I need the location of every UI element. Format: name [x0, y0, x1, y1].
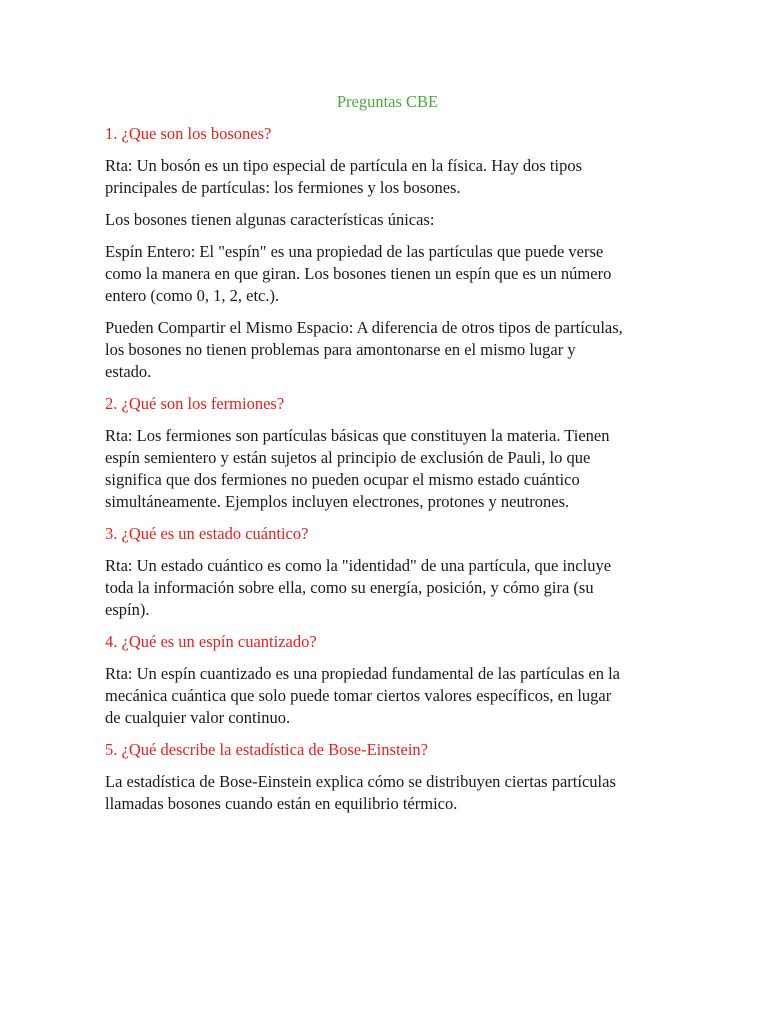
paragraph-line: como la manera en que giran. Los bosones tienen un espín que es un número [105, 264, 612, 283]
paragraph-7 [105, 663, 670, 729]
question-heading-1: 1. ¿Que son los bosones? [105, 124, 272, 143]
question-heading-5: 5. ¿Qué describe la estadística de Bose-Einstein? [105, 740, 429, 759]
paragraph-8 [105, 771, 670, 815]
question-heading-2: 2. ¿Qué son los fermiones? [105, 394, 285, 413]
paragraph-line: llamadas bosones cuando están en equilibrio térmico. [105, 794, 458, 813]
paragraph-line: Pueden Compartir el Mismo Espacio: A diferencia de otros tipos de partículas, [105, 318, 623, 337]
question-heading-3: 3. ¿Qué es un estado cuántico? [105, 524, 309, 543]
paragraph-line: Rta: Un estado cuántico es como la "identidad" de una partícula, que incluye [105, 556, 612, 575]
document-content [105, 91, 670, 825]
paragraph-line: Rta: Los fermiones son partículas básicas que constituyen la materia. Tienen [105, 426, 610, 445]
paragraph-line: simultáneamente. Ejemplos incluyen electrones, protones y neutrones. [105, 492, 570, 511]
paragraph-line: La estadística de Bose-Einstein explica cómo se distribuyen ciertas partículas [105, 772, 616, 791]
paragraph-line: los bosones no tienen problemas para amontonarse en el mismo lugar y [105, 340, 576, 359]
paragraph-line: de cualquier valor continuo. [105, 708, 291, 727]
paragraph-line: principales de partículas: los fermiones y los bosones. [105, 178, 461, 197]
paragraph-3 [105, 241, 670, 307]
document-body [105, 123, 670, 815]
paragraph-6 [105, 555, 670, 621]
document-title: Preguntas CBE [336, 92, 439, 111]
paragraph-1 [105, 155, 670, 199]
paragraph-line: toda la información sobre ella, como su energía, posición, y cómo gira (su [105, 578, 594, 597]
paragraph-line: estado. [105, 362, 152, 381]
question-heading-4: 4. ¿Qué es un espín cuantizado? [105, 632, 317, 651]
paragraph-line: espín semientero y están sujetos al principio de exclusión de Pauli, lo que [105, 448, 591, 467]
paragraph-line: significa que dos fermiones no pueden ocupar el mismo estado cuántico [105, 470, 580, 489]
paragraph-line: espín). [105, 600, 150, 619]
paragraph-line: mecánica cuántica que solo puede tomar ciertos valores específicos, en lugar [105, 686, 612, 705]
paragraph-5 [105, 425, 670, 513]
paragraph-line: Espín Entero: El "espín" es una propiedad de las partículas que puede verse [105, 242, 604, 261]
paragraph-4 [105, 317, 670, 383]
paragraph-line: entero (como 0, 1, 2, etc.). [105, 286, 280, 305]
paragraph-line: Rta: Un bosón es un tipo especial de partícula en la física. Hay dos tipos [105, 156, 583, 175]
paragraph-line: Rta: Un espín cuantizado es una propiedad fundamental de las partículas en la [105, 664, 620, 683]
paragraph-line: Los bosones tienen algunas características únicas: [105, 210, 435, 229]
paragraph-2 [105, 209, 670, 231]
